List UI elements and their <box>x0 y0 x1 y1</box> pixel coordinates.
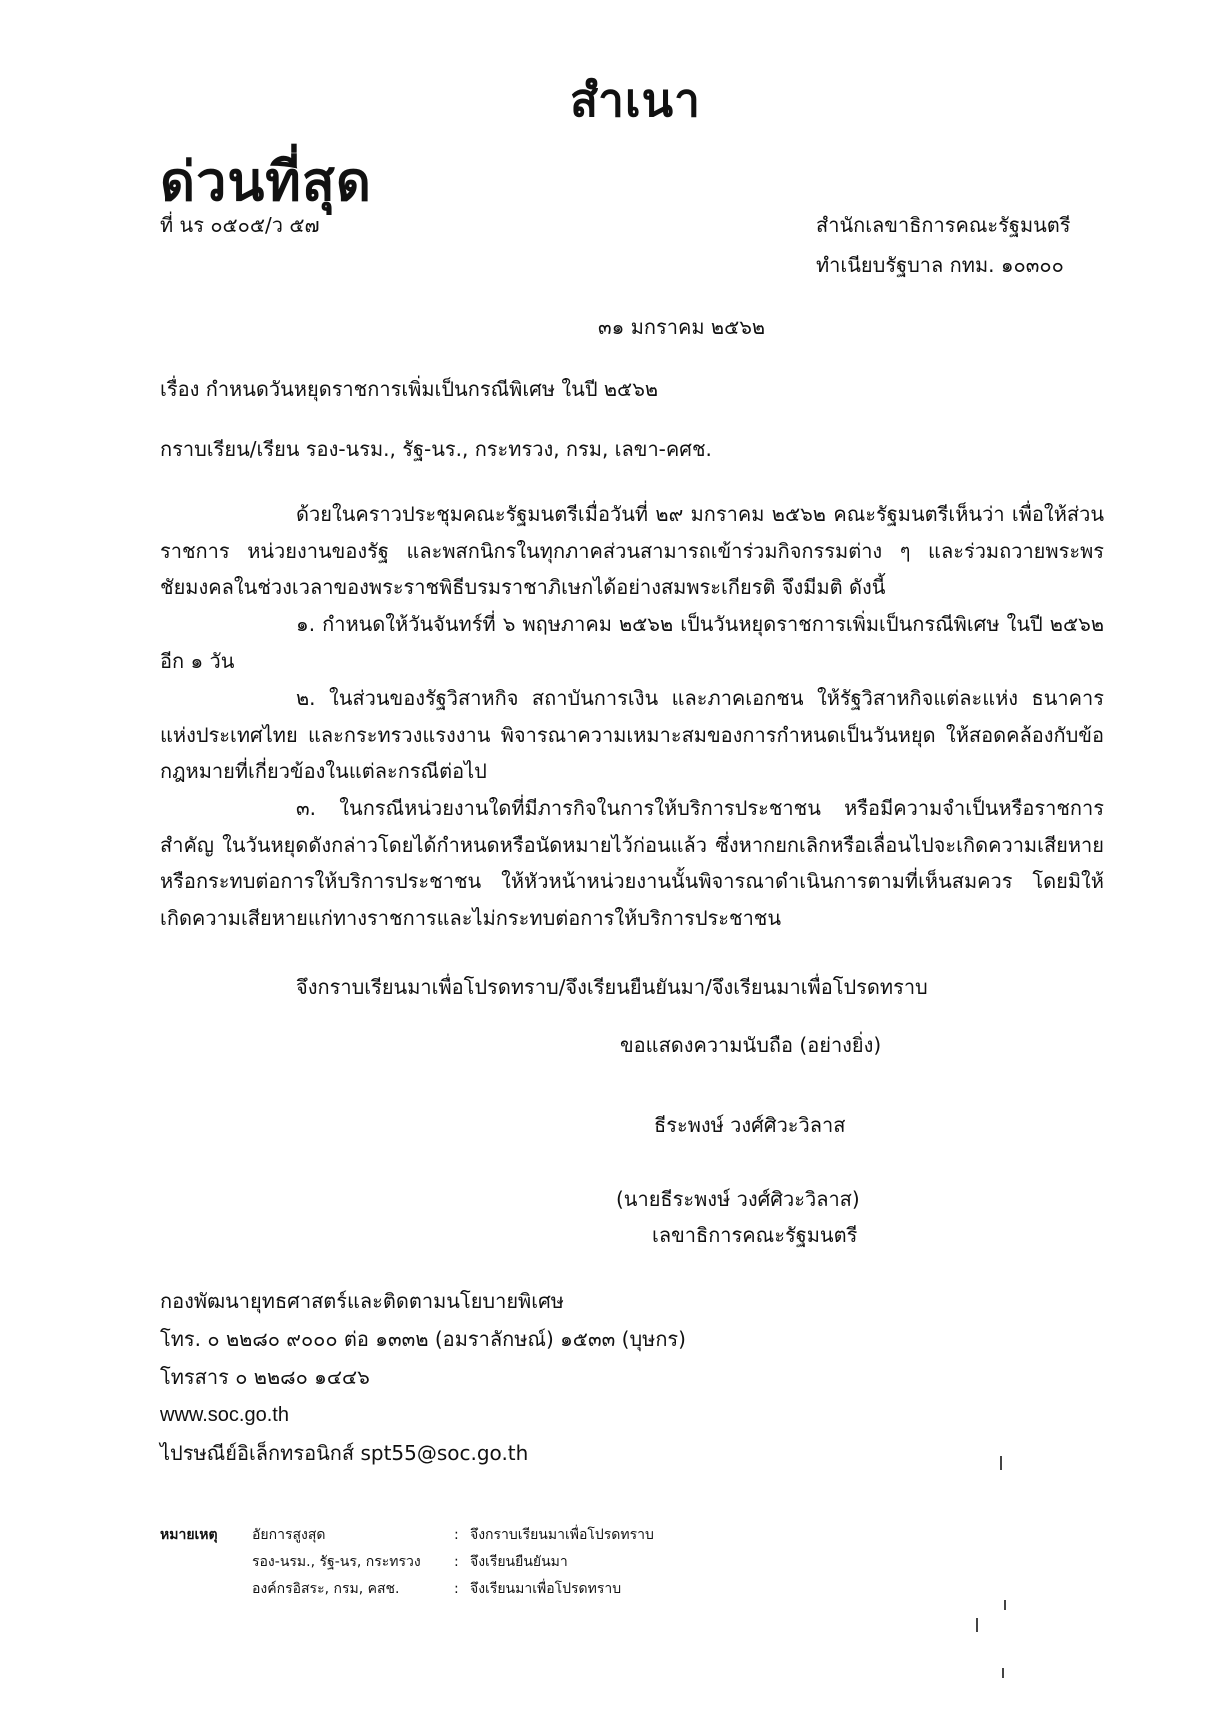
footer-website[interactable]: www.soc.go.th <box>160 1404 289 1426</box>
notes-recipient: อัยการสูงสุด <box>252 1527 326 1543</box>
signer-name: (นายธีระพงษ์ วงศ์ศิวะวิลาส) <box>616 1187 860 1211</box>
document-number: ที่ นร ๐๕๐๕/ว ๕๗ <box>160 213 320 237</box>
paragraph-item-2: ๒. ในส่วนของรัฐวิสาหกิจ สถาบันการเงิน และภาคเอกชน ให้รัฐวิสาหกิจแต่ละแห่ง ธนาคารแห่งประเทศไทย และกระทรวงแรงงาน พิจารณาความเหมาะสมของการกำหนดเป็นวันหยุด ให้สอดคล้องกับข้อกฎหมายที่เกี่ยวข้องในแต่ละกรณีต่อไป <box>160 686 1104 783</box>
signature: ธีระพงษ์ วงศ์ศิวะวิลาส <box>654 1113 846 1137</box>
signer-position: เลขาธิการคณะรัฐมนตรี <box>652 1223 858 1247</box>
issuing-agency: สำนักเลขาธิการคณะรัฐมนตรี <box>816 213 1071 237</box>
agency-address: ทำเนียบรัฐบาล กทม. ๑๐๓๐๐ <box>816 253 1064 277</box>
paragraph-intro: ด้วยในคราวประชุมคณะรัฐมนตรีเมื่อวันที่ ๒๙ มกราคม ๒๕๖๒ คณะรัฐมนตรีเห็นว่า เพื่อให้ส่วนราชการ หน่วยงานของรัฐ และพสกนิกรในทุกภาคส่วนสามารถเข้าร่วมกิจกรรมต่าง ๆ และร่วมถวายพระพรชัยมงคลในช่วงเวลาของพระราชพิธีบรมราชาภิเษกได้อย่างสมพระเกียรติ จึงมีมติ ดังนี้ <box>160 502 1104 599</box>
notes-instruction: จึงเรียนยืนยันมา <box>470 1554 568 1570</box>
subject-line: เรื่อง กำหนดวันหยุดราชการเพิ่มเป็นกรณีพิเศษ ในปี ๒๕๖๒ <box>160 377 659 401</box>
footer-fax: โทรสาร ๐ ๒๒๘๐ ๑๔๔๖ <box>160 1365 370 1389</box>
copy-stamp: สำเนา <box>570 73 701 127</box>
recipients-line: กราบเรียน/เรียน รอง-นรม., รัฐ-นร., กระทรวง, กรม, เลขา-คศช. <box>160 437 712 461</box>
paragraph-item-1: ๑. กำหนดให้วันจันทร์ที่ ๖ พฤษภาคม ๒๕๖๒ เป็นวันหยุดราชการเพิ่มเป็นกรณีพิเศษ ในปี ๒๕๖๒ อีก ๑ วัน <box>160 612 1104 673</box>
notes-instruction: จึงกราบเรียนมาเพื่อโปรดทราบ <box>470 1527 654 1543</box>
footer-email[interactable]: ไปรษณีย์อิเล็กทรอนิกส์ spt55@soc.go.th <box>160 1441 529 1465</box>
regards-line: ขอแสดงความนับถือ (อย่างยิ่ง) <box>620 1033 882 1057</box>
notes-separator: : <box>454 1554 459 1570</box>
notes-instruction: จึงเรียนมาเพื่อโปรดทราบ <box>470 1581 622 1597</box>
footer-department: กองพัฒนายุทธศาสตร์และติดตามนโยบายพิเศษ <box>160 1289 564 1313</box>
scan-artifact <box>1002 1668 1004 1678</box>
scan-artifact <box>1004 1600 1006 1610</box>
document-date: ๓๑ มกราคม ๒๕๖๒ <box>598 315 766 339</box>
scan-artifact <box>976 1618 978 1632</box>
paragraph-item-3: ๓. ในกรณีหน่วยงานใดที่มีภารกิจในการให้บริการประชาชน หรือมีความจำเป็นหรือราชการสำคัญ ในวันหยุดดังกล่าวโดยได้กำหนดหรือนัดหมายไว้ก่อนแล้ว ซึ่งหากยกเลิกหรือเลื่อนไปจะเกิดความเสียหาย หรือกระทบต่อการให้บริการประชาชน ให้หัวหน้าหน่วยงานนั้นพิจารณาดำเนินการตามที่เห็นสมควร โดยมิให้เกิดความเสียหายแก่ทางราชการและไม่กระทบต่อการให้บริการประชาชน <box>160 796 1104 930</box>
urgent-stamp: ด่วนที่สุด <box>160 149 372 213</box>
closing-line: จึงกราบเรียนมาเพื่อโปรดทราบ/จึงเรียนยืนยันมา/จึงเรียนมาเพื่อโปรดทราบ <box>296 975 928 999</box>
notes-separator: : <box>454 1581 459 1597</box>
notes-recipient: รอง-นรม., รัฐ-นร, กระทรวง <box>252 1554 421 1570</box>
notes-separator: : <box>454 1527 459 1543</box>
notes-recipient: องค์กรอิสระ, กรม, คสช. <box>252 1581 400 1597</box>
scan-artifact <box>1000 1456 1002 1470</box>
footer-telephone: โทร. ๐ ๒๒๘๐ ๙๐๐๐ ต่อ ๑๓๓๒ (อมราลักษณ์) ๑๕๓๓ (บุษกร) <box>160 1327 686 1351</box>
notes-label: หมายเหตุ <box>160 1527 218 1543</box>
